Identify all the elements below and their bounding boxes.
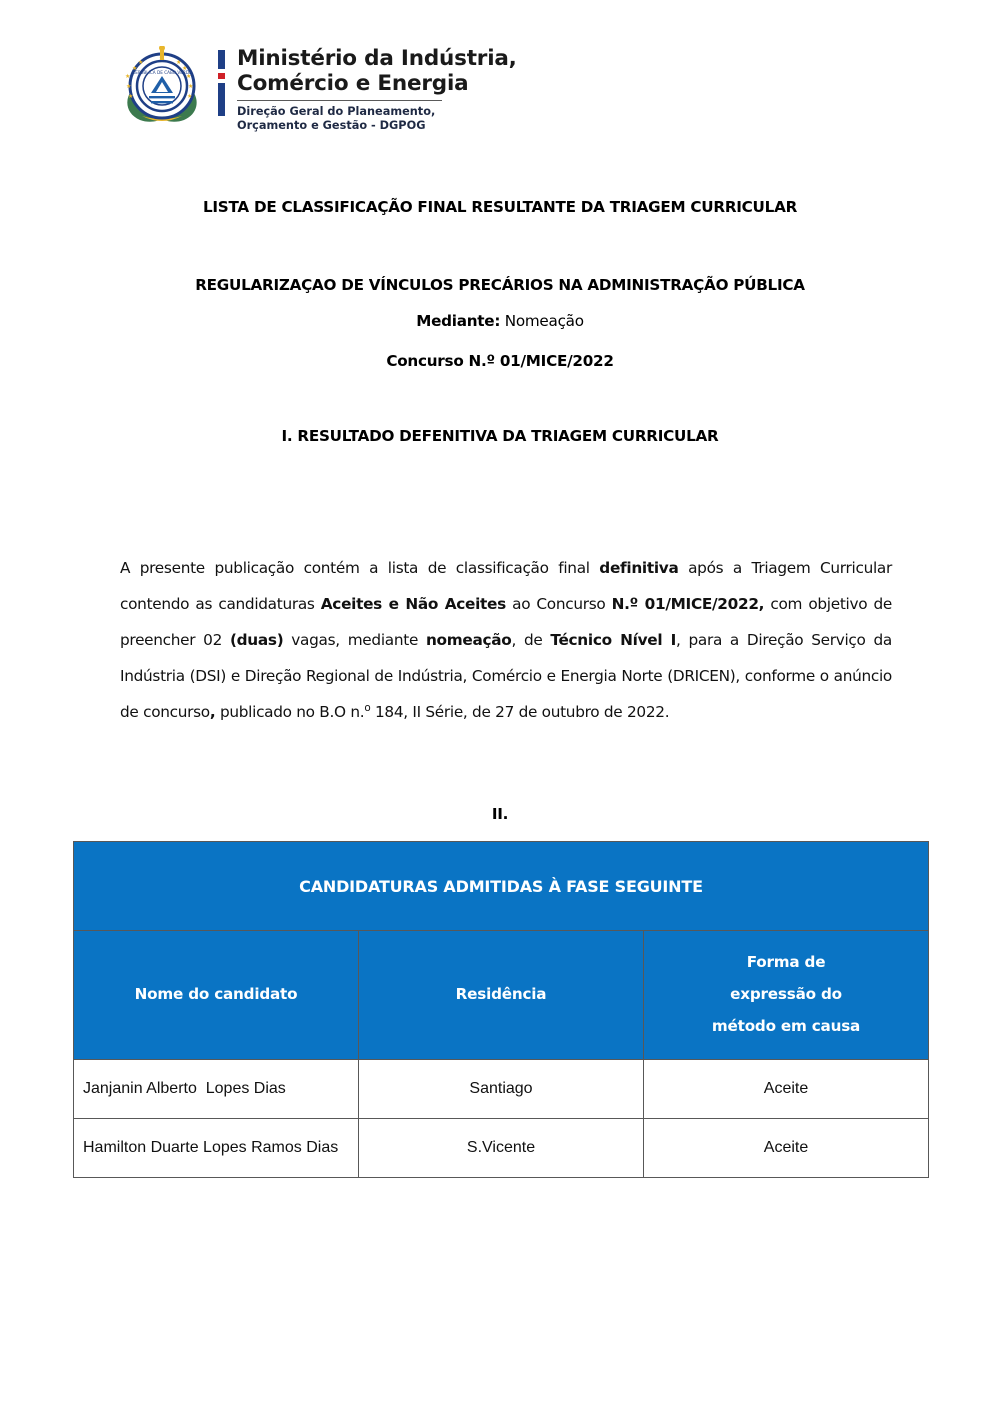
column-header-method-line2: expressão do (730, 985, 842, 1004)
document-title: LISTA DE CLASSIFICAÇÃO FINAL RESULTANTE DA TRIAGEM CURRICULAR (202, 198, 798, 216)
svg-text:★: ★ (138, 59, 144, 66)
section-heading-i: I. RESULTADO DEFENITIVA DA TRIAGEM CURRICULAR (281, 427, 719, 445)
candidate-residence: S.Vicente (359, 1119, 644, 1178)
section-heading-ii: II. (491, 805, 509, 823)
letterhead (118, 46, 517, 134)
table-band-title: CANDIDATURAS ADMITIDAS À FASE SEGUINTE (74, 842, 929, 931)
table-band-row (74, 842, 929, 931)
body-bold-concurso-num: N.º 01/MICE/2022, (611, 595, 765, 614)
svg-text:★: ★ (182, 65, 188, 72)
body-text-8: publicado no B.O n. (215, 703, 365, 722)
rule-segment-top (218, 50, 225, 69)
svg-text:★: ★ (176, 59, 182, 66)
svg-text:★: ★ (128, 93, 134, 100)
body-bold-definitiva: definitiva (599, 559, 679, 578)
body-bold-tecnico: Técnico Nível I (550, 631, 677, 650)
column-header-residence: Residência (359, 931, 644, 1060)
rule-segment-bottom (218, 83, 225, 116)
department-name-line1: Direção Geral do Planeamento, (237, 104, 436, 118)
letterhead-divider (237, 100, 442, 101)
mediante-value: Nomeação (504, 312, 584, 330)
body-text-4: com objetivo de preencher 02 (120, 595, 893, 650)
table-row (74, 1119, 929, 1178)
body-bold-aceites: Aceites e Não Aceites (320, 595, 506, 614)
concurso-number: Concurso N.º 01/MICE/2022 (386, 352, 614, 370)
body-bold-nomeacao: nomeação (425, 631, 512, 650)
admitted-candidates-table (73, 841, 929, 1178)
body-text-5: vagas, mediante (283, 631, 426, 650)
document-subtitle: REGULARIZAÇAO DE VÍNCULOS PRECÁRIOS NA ADMINISTRAÇÃO PÚBLICA (195, 276, 805, 294)
svg-text:★: ★ (186, 73, 192, 80)
ministry-name-line2: Comércio e Energia (237, 70, 469, 96)
body-text-9: 184, II Série, de 27 de outubro de 2022. (370, 703, 670, 722)
body-bold-comma: , (209, 703, 216, 722)
mediante-label: Mediante: (416, 312, 501, 330)
department-name-line2: Orçamento e Gestão - DGPOG (237, 119, 426, 133)
candidate-residence: Santiago (359, 1060, 644, 1119)
table-header-row (74, 931, 929, 1060)
cape-verde-coat-of-arms-icon (118, 46, 206, 130)
svg-text:★: ★ (188, 83, 194, 90)
svg-text:★: ★ (132, 65, 138, 72)
letterhead-text (237, 46, 517, 134)
column-header-method (644, 931, 929, 1060)
svg-text:★: ★ (187, 93, 193, 100)
body-text-1: A presente publicação contém a lista de classificação final (120, 559, 600, 578)
body-ordinal-superscript: o (364, 701, 371, 714)
rule-segment-red (218, 73, 225, 79)
body-text-6: , de (511, 631, 551, 650)
candidate-status: Aceite (644, 1119, 929, 1178)
candidate-name: Hamilton Duarte Lopes Ramos Dias (74, 1119, 359, 1178)
ministry-name-line1: Ministério da Indústria, (237, 46, 517, 71)
svg-text:★: ★ (125, 73, 131, 80)
svg-text:★: ★ (126, 83, 132, 90)
body-paragraph (120, 551, 892, 731)
body-bold-duas: (duas) (229, 631, 284, 650)
mediante-line (0, 312, 1000, 330)
svg-text:REPÚBLICA DE CABO VERDE: REPÚBLICA DE CABO VERDE (132, 70, 192, 75)
body-text-2: após a Triagem Curricular contendo as candidaturas (120, 559, 892, 614)
candidate-name: Janjanin Alberto Lopes Dias (74, 1060, 359, 1119)
body-text-3: ao Concurso (505, 595, 612, 614)
column-header-method-line3: método em causa (711, 1016, 861, 1035)
brand-rule-bar (218, 50, 225, 116)
body-text-7: , para a Direção Serviço da Indústria (DSI) e Direção Regional de Indústria, Comércio e Energia Norte (DRICEN), conforme o anúncio de concurso (120, 631, 892, 722)
table-row (74, 1060, 929, 1119)
column-header-method-line1: Forma de (746, 953, 826, 972)
column-header-name: Nome do candidato (74, 931, 359, 1060)
candidate-status: Aceite (644, 1060, 929, 1119)
